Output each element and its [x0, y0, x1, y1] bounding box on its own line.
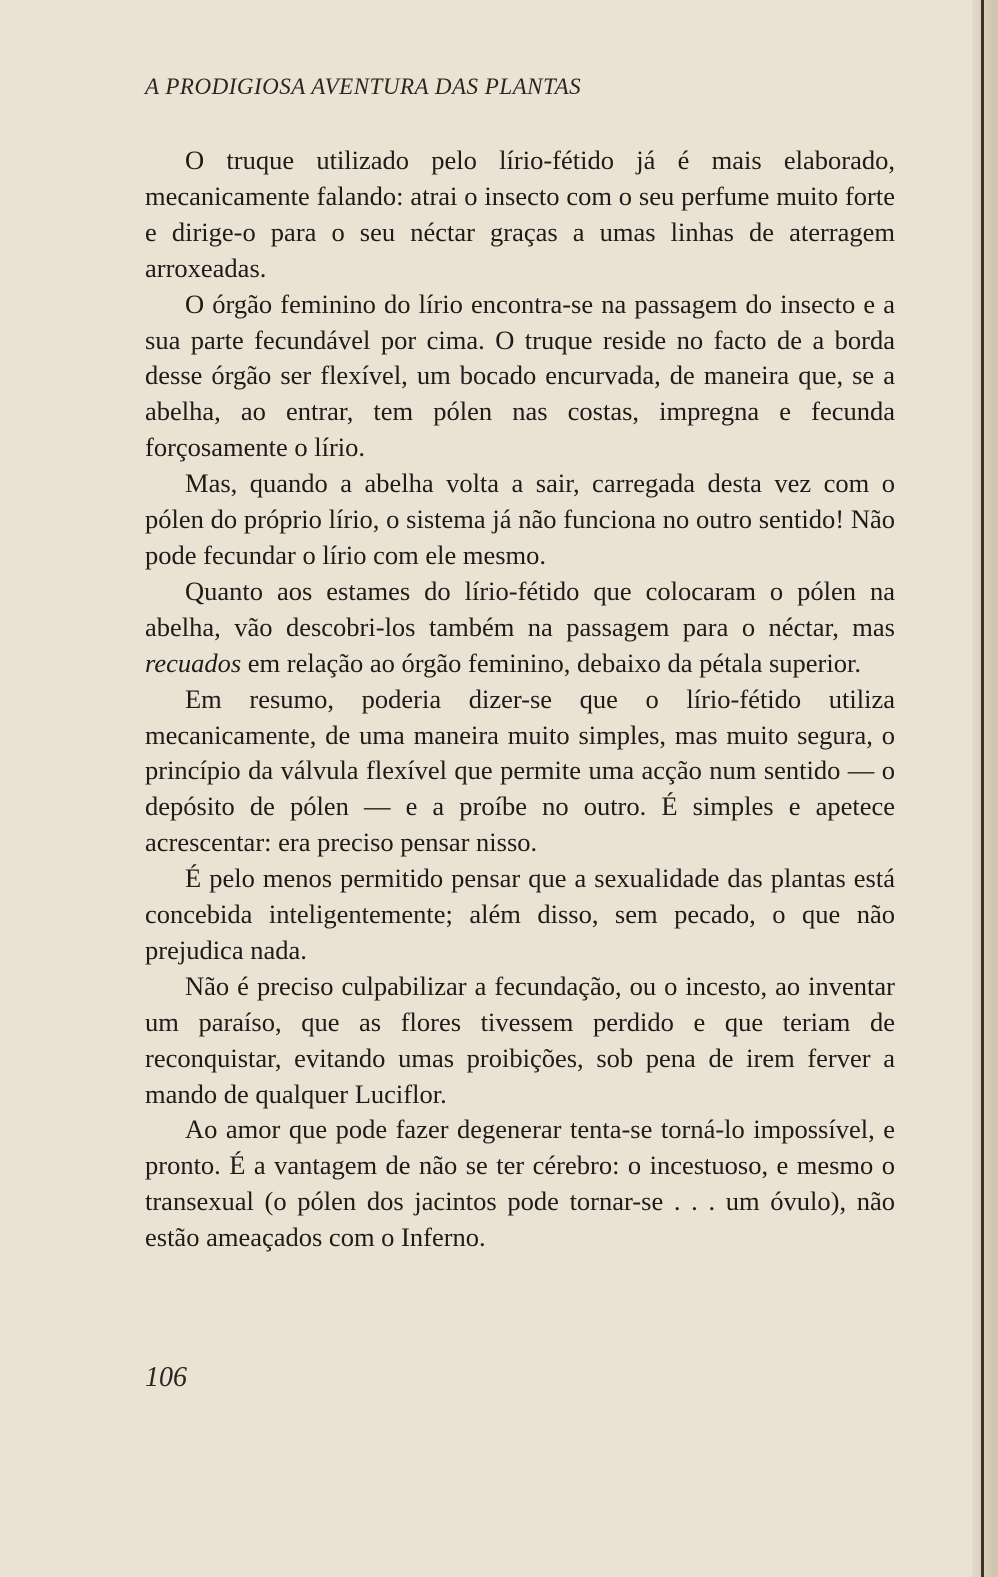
page-edge — [972, 0, 998, 1577]
paragraph-4-italic: recuados — [145, 647, 242, 678]
paragraph-6: É pelo menos permitido pensar que a sexualidade das plantas está concebida inteligentemente; além disso, sem pecado, o que não prejudica nada. — [145, 863, 895, 965]
paragraph-4 — [145, 574, 895, 682]
paragraph-4-end: em relação ao órgão feminino, debaixo da pétala superior. — [241, 647, 861, 678]
paragraph-8: Ao amor que pode fazer degenerar tenta-se torná-lo impossível, e pronto. É a vantagem de não se ter cérebro: o incestuoso, e mesmo o transexual (o pólen dos jacintos pode tornar-se . . . um óvulo), não estão ameaçados com o Inferno. — [145, 1114, 895, 1253]
paragraph-5: Em resumo, poderia dizer-se que o lírio-fétido utiliza mecanicamente, de uma maneira muito simples, mas muito segura, o princípio da válvula flexível que permite uma acção num sentido — o depósito de pólen — e a proíbe no outro. É simples e apetece acrescentar: era preciso pensar nisso. — [145, 683, 895, 858]
paragraph-1: O truque utilizado pelo lírio-fétido já é mais elaborado, mecanicamente falando: atrai o insecto com o seu perfume muito forte e dirige-o para o seu néctar graças a umas linhas de aterragem arroxeadas. — [145, 145, 895, 283]
paragraph-4-start: Quanto aos estames do lírio-fétido que colocaram o pólen na abelha, vão descobri-los também na passagem para o néctar, mas — [145, 575, 895, 642]
body-text — [145, 143, 895, 1256]
page-number: 106 — [145, 1362, 187, 1393]
paragraph-7: Não é preciso culpabilizar a fecundação, ou o incesto, ao inventar um paraíso, que as flores tivessem perdido e que teriam de reconquistar, evitando umas proibições, sob pena de irem ferver a mando de qualquer Luciflor. — [145, 970, 895, 1109]
paragraph-3: Mas, quando a abelha volta a sair, carregada desta vez com o pólen do próprio lírio, o sistema já não funciona no outro sentido! Não pode fecundar o lírio com ele mesmo. — [145, 468, 895, 570]
paragraph-2: O órgão feminino do lírio encontra-se na passagem do insecto e a sua parte fecundável por cima. O truque reside no facto de a borda desse órgão ser flexível, um bocado encurvada, de maneira que, se a abelha, ao entrar, tem pólen nas costas, impregna e fecunda forçosamente o lírio. — [145, 288, 895, 463]
running-head: A PRODIGIOSA AVENTURA DAS PLANTAS — [145, 74, 582, 99]
binding-edge-line — [981, 0, 984, 1577]
